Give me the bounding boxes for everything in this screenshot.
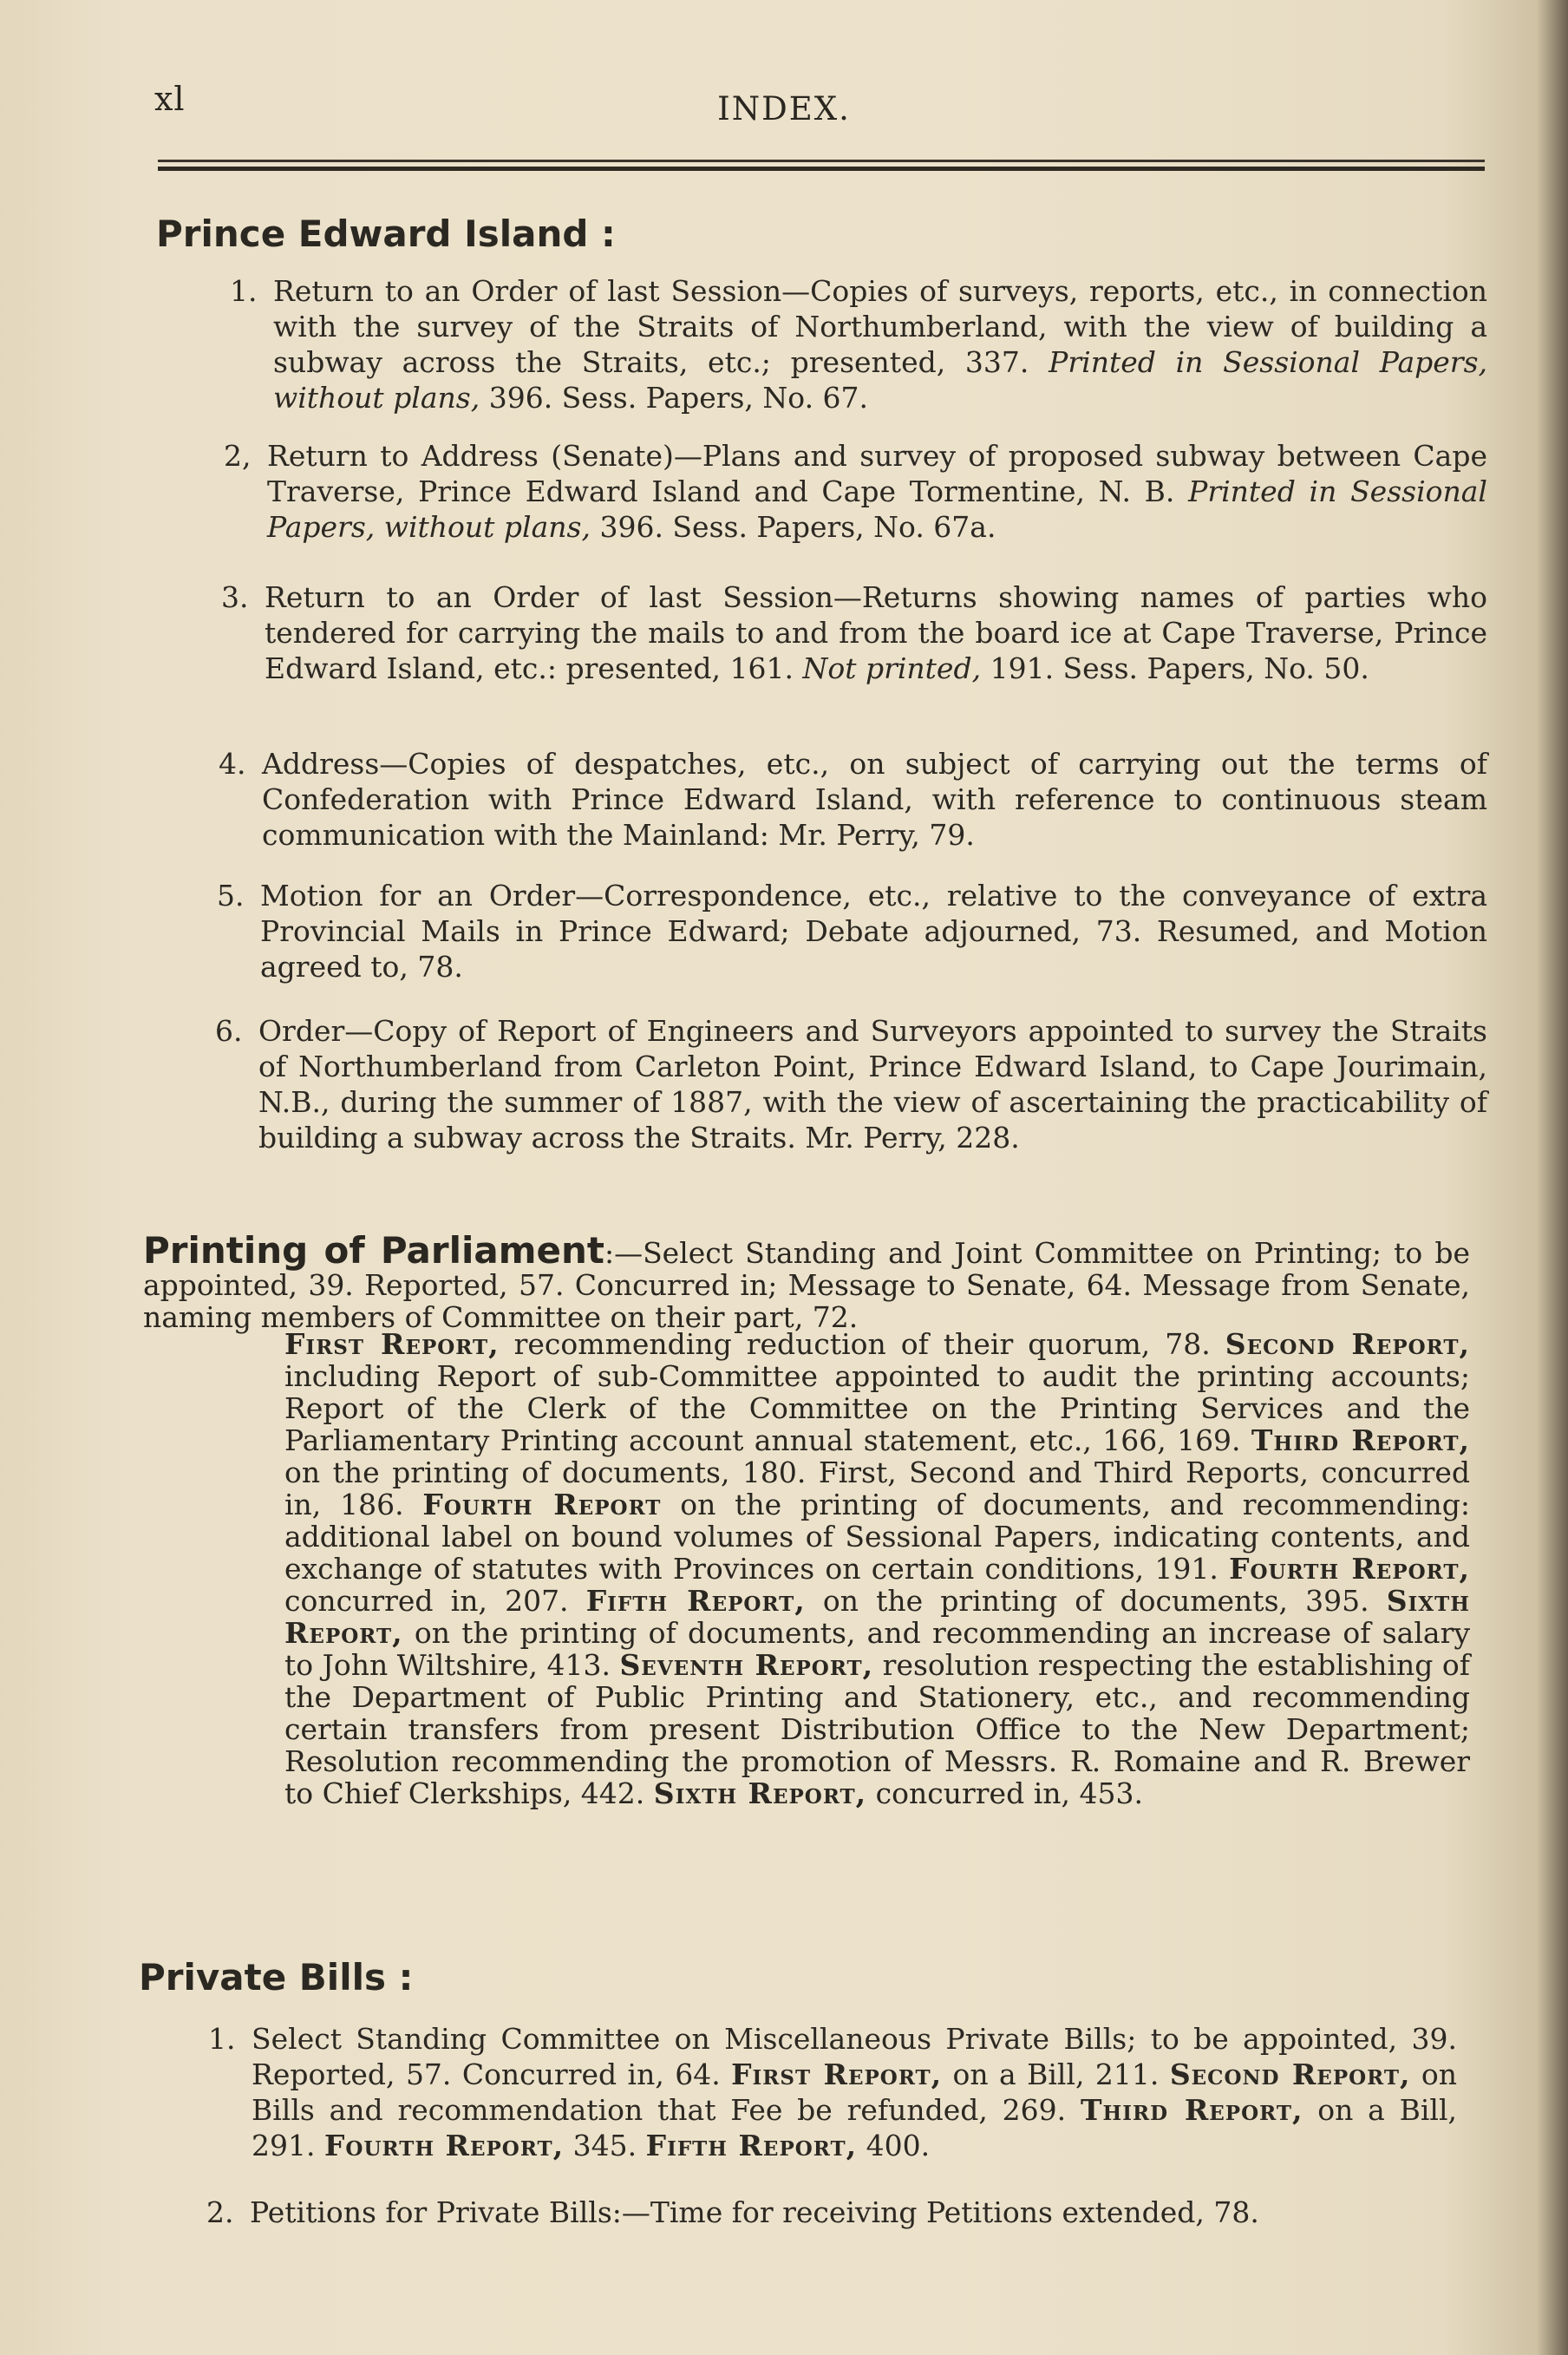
report-label: First Report,	[284, 1327, 500, 1361]
entry-text: on Bills and recommendation that Fee be refunded, 269.	[252, 2057, 1458, 2127]
entry-text: Return to an Order of last Session—Returns showing names of parties who tendered for carrying the mails to and from the board ice at Cape Traverse, Prince Edward Island, etc.: presented, 161.	[265, 580, 1487, 685]
running-head: INDEX.	[717, 90, 851, 128]
entry-number: 1.	[230, 274, 258, 308]
entry-tail: 396. Sess. Papers, No. 67a.	[599, 510, 996, 544]
section-heading-pei: Prince Edward Island :	[156, 213, 616, 255]
printing-text: resolution respecting the establishing of the Department of Public Printing and Stationery, etc., and recommending certain transfers from present Distribution Office to the New Department; Resolution recommending the promotion of Messrs. R. Romaine and R. Brewer to Chief Clerkships, 442.	[284, 1648, 1470, 1810]
entry-text: Order—Copy of Report of Engineers and Surveyors appointed to survey the Straits of Northumberland from Carleton Point, Prince Edward Island, to Cape Jourimain, N.B., during the summer of 1887, with the view of ascertaining the practicability of building a subway across the Straits. Mr. Perry, 228.	[258, 1014, 1487, 1155]
private-bills-entry-1	[208, 2021, 1457, 2163]
header-rule-thin	[158, 160, 1485, 162]
entry-italic: Printed in Sessional Papers, without plans,	[273, 345, 1488, 415]
printing-of-parliament-entry	[143, 1229, 1471, 1810]
entry-number: 6.	[215, 1014, 243, 1048]
entry-text: Return to Address (Senate)—Plans and survey of proposed subway between Cape Traverse, Prince Edward Island and Cape Tormentine, N. B.	[267, 439, 1487, 508]
pei-entry-1	[230, 273, 1487, 415]
printing-text: concurred in, 453.	[875, 1776, 1143, 1810]
report-label: Fourth Report,	[1229, 1552, 1470, 1586]
printing-text: concurred in, 207.	[284, 1584, 569, 1618]
entry-text: on a Bill, 211.	[952, 2057, 1160, 2091]
pei-entry-3	[221, 579, 1487, 686]
report-label: Fifth Report,	[585, 1584, 806, 1618]
pei-entry-4	[219, 746, 1487, 853]
page-number: xl	[154, 80, 186, 118]
printing-text: on the printing of documents, 180. First, Second and Third Reports, concurred in, 186.	[284, 1456, 1470, 1521]
report-label: Second Report,	[1225, 1327, 1470, 1361]
printing-text: on the printing of documents, 395.	[822, 1584, 1369, 1618]
entry-tail: 396. Sess. Papers, No. 67.	[488, 381, 869, 415]
pei-entry-6	[215, 1013, 1487, 1155]
entry-text: Petitions for Private Bills:—Time for receiving Petitions extended, 78.	[250, 2195, 1259, 2229]
pei-entry-2	[224, 438, 1487, 545]
report-label: Fourth Report	[422, 1488, 662, 1521]
report-label: Sixth Report,	[653, 1776, 867, 1810]
entry-number: 1.	[208, 2022, 236, 2056]
printing-text: on the printing of documents, and recommending: additional label on bound volumes of Sessional Papers, indicating contents, and exchange of statutes with Provinces on certain conditions, 191.	[284, 1488, 1470, 1586]
entry-tail: 191. Sess. Papers, No. 50.	[990, 651, 1369, 685]
private-bills-entry-2	[206, 2195, 1455, 2230]
report-label: Third Report,	[1080, 2093, 1303, 2127]
entry-number: 2,	[224, 439, 252, 473]
entry-italic: Not printed,	[802, 651, 982, 685]
header-rule-thick	[158, 167, 1485, 171]
pei-entry-5	[217, 878, 1487, 985]
entry-text: Address—Copies of despatches, etc., on subject of carrying out the terms of Confederation with Prince Edward Island, with reference to continuous steam communication with the Mainland: Mr. Perry, 79.	[262, 747, 1487, 852]
report-label: Fifth Report,	[645, 2129, 858, 2162]
report-label: Third Report,	[1251, 1423, 1470, 1457]
entry-number: 2.	[206, 2195, 234, 2229]
entry-text: 345.	[572, 2129, 637, 2162]
entry-text: Select Standing Committee on Miscellaneous Private Bills; to be appointed, 39. Reported, 57. Concurred in, 64.	[252, 2022, 1457, 2091]
report-label: Sixth Report,	[284, 1584, 1471, 1650]
section-heading-printing: Printing of Parliament	[143, 1229, 604, 1272]
printing-text: Select Standing and Joint Committee on Printing; to be appointed, 39. Reported, 57. Concurred in; Message to Senate, 64. Message from Senate, naming members of Committee on their part, 72.	[143, 1236, 1470, 1334]
entry-italic: Printed in Sessional Papers, without plans,	[267, 474, 1487, 544]
report-label: First Report,	[731, 2057, 943, 2091]
section-heading-private-bills: Private Bills :	[139, 1956, 414, 1998]
header-rule	[158, 160, 1485, 172]
entry-number: 5.	[217, 879, 245, 913]
heading-separator: :—	[604, 1236, 644, 1270]
report-label: Fourth Report,	[323, 2129, 565, 2162]
printing-text: recommending reduction of their quorum, 78.	[513, 1327, 1211, 1361]
printing-text: on the printing of documents, and recommending an increase of salary to John Wiltshire, 413.	[284, 1616, 1470, 1682]
entry-text: Motion for an Order—Correspondence, etc., relative to the conveyance of extra Provincial Mails in Prince Edward; Debate adjourned, 73. Resumed, and Motion agreed to, 78.	[260, 879, 1487, 984]
printing-text: including Report of sub-Committee appointed to audit the printing accounts; Report of the Clerk of the Committee on the Printing Services and the Parliamentary Printing account annual statement, etc., 166, 169.	[284, 1359, 1470, 1457]
report-label: Seventh Report,	[619, 1648, 874, 1682]
printing-body	[143, 1328, 1470, 1809]
entry-number: 3.	[221, 580, 249, 614]
entry-text: Return to an Order of last Session—Copies of surveys, reports, etc., in connection with the survey of the Straits of Northumberland, with the view of building a subway across the Straits, etc.; presented, 337.	[273, 274, 1487, 379]
report-label: Second Report,	[1169, 2057, 1411, 2091]
entry-text: on a Bill, 291.	[252, 2093, 1458, 2162]
entry-number: 4.	[219, 747, 246, 781]
entry-text: 400.	[866, 2129, 931, 2162]
